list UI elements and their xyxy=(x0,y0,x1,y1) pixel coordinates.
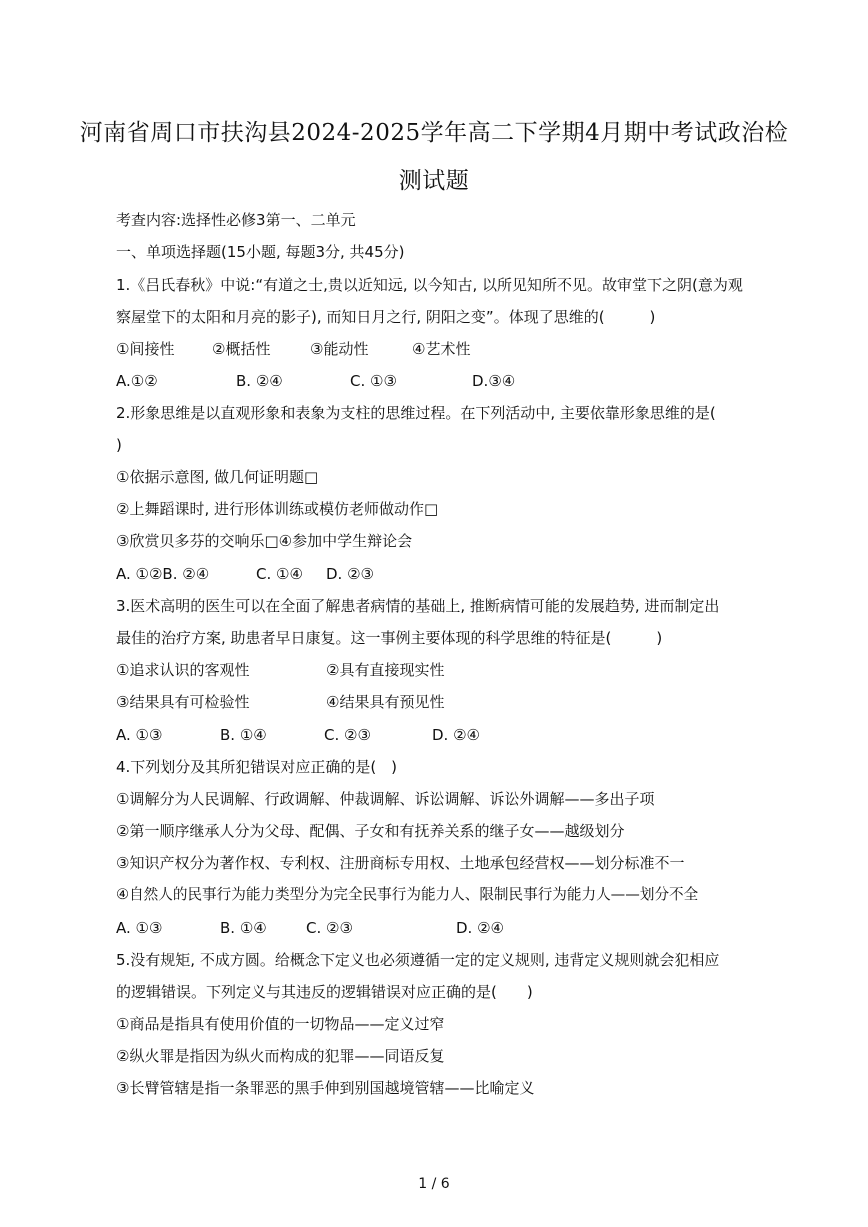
q1-items xyxy=(116,339,470,359)
q3-option-c: C. ②③ xyxy=(324,726,371,744)
q1-stem-line1: 1.《吕氏春秋》中说:“有道之士,贵以近知远, 以今知古, 以所见知所不见。故审堂下之阴(意为观 xyxy=(116,276,743,294)
q4-option-b: B. ①④ xyxy=(220,919,267,937)
section-heading: 一、单项选择题(15小题, 每题3分, 共45分) xyxy=(116,243,405,261)
q2-item-2: ②上舞蹈课时, 进行形体训练或模仿老师做动作 xyxy=(116,500,424,518)
q1-answers xyxy=(116,371,515,391)
q3-stem-line2: 最佳的治疗方案, 助患者早日康复。这一事例主要体现的科学思维的特征是( ) xyxy=(116,629,663,647)
q2-item-3: ③欣赏贝多芬的交响乐 xyxy=(116,532,265,550)
q4-stem: 4.下列划分及其所犯错误对应正确的是( ) xyxy=(116,758,398,776)
document-title-line1: 河南省周口市扶沟县2024-2025学年高二下学期4月期中考试政治检 xyxy=(79,120,789,146)
q2-item-1-line xyxy=(116,467,318,487)
q2-option-d: D. ②③ xyxy=(326,565,374,583)
q1-option-c: C. ①③ xyxy=(350,372,397,390)
q4-option-a: A. ①③ xyxy=(116,919,163,937)
q5-item-2: ②纵火罪是指因为纵火而构成的犯罪——同语反复 xyxy=(116,1047,445,1065)
q4-answers xyxy=(116,918,504,938)
q3-item-3: ③结果具有可检验性 xyxy=(116,693,250,711)
q1-item-4: ④艺术性 xyxy=(412,340,471,358)
q4-option-c: C. ②③ xyxy=(306,919,353,937)
q3-answers xyxy=(116,725,480,745)
q2-stem-line1: 2.形象思维是以直观形象和表象为支柱的思维过程。在下列活动中, 主要依靠形象思维的是( xyxy=(116,404,716,422)
q1-item-2: ②概括性 xyxy=(212,340,271,358)
exam-scope: 考查内容:选择性必修3第一、二单元 xyxy=(116,211,356,229)
page-number: 1 / 6 xyxy=(418,1176,450,1192)
q2-item-3-4-line xyxy=(116,531,412,551)
q2-option-c: C. ①④ xyxy=(256,565,303,583)
q1-option-b: B. ②④ xyxy=(236,372,283,390)
q1-item-3: ③能动性 xyxy=(310,340,369,358)
q3-stem-line1: 3.医术高明的医生可以在全面了解患者病情的基础上, 推断病情可能的发展趋势, 进而制定出 xyxy=(116,597,720,615)
q2-stem-line2: ) xyxy=(116,436,122,454)
q4-item-1: ①调解分为人民调解、行政调解、仲裁调解、诉讼调解、诉讼外调解——多出子项 xyxy=(116,790,655,808)
q5-item-3: ③长臂管辖是指一条罪恶的黑手伸到别国越境管辖——比喻定义 xyxy=(116,1079,535,1097)
missing-glyph-box: □ xyxy=(304,468,319,486)
q2-answers xyxy=(116,564,374,584)
q5-stem-line1: 5.没有规矩, 不成方圆。给概念下定义也必须遵循一定的定义规则, 违背定义规则就会犯相应 xyxy=(116,951,720,969)
q3-item-1: ①追求认识的客观性 xyxy=(116,661,250,679)
q4-option-d: D. ②④ xyxy=(456,919,504,937)
q3-option-a: A. ①③ xyxy=(116,726,163,744)
q1-item-1: ①间接性 xyxy=(116,340,175,358)
q3-item-2: ②具有直接现实性 xyxy=(326,661,445,679)
q2-option-ab: A. ①②B. ②④ xyxy=(116,565,210,583)
q2-item-2-line xyxy=(116,499,438,519)
q4-item-3: ③知识产权分为著作权、专利权、注册商标专用权、土地承包经营权——划分标准不一 xyxy=(116,854,685,872)
q5-item-1: ①商品是指具有使用价值的一切物品——定义过窄 xyxy=(116,1015,445,1033)
q1-stem-line2: 察屋堂下的太阳和月亮的影子), 而知日月之行, 阴阳之变”。体现了思维的( ) xyxy=(116,308,656,326)
q2-item-1: ①依据示意图, 做几何证明题 xyxy=(116,468,304,486)
q4-item-2: ②第一顺序继承人分为父母、配偶、子女和有抚养关系的继子女——越级划分 xyxy=(116,822,625,840)
q3-items-row2 xyxy=(116,692,444,712)
q2-item-4: ④参加中学生辩论会 xyxy=(278,532,413,550)
q3-item-4: ④结果具有预见性 xyxy=(326,693,445,711)
q1-option-d: D.③④ xyxy=(472,372,516,390)
q1-option-a: A.①② xyxy=(116,372,158,390)
q4-item-4: ④自然人的民事行为能力类型分为完全民事行为能力人、限制民事行为能力人——划分不全 xyxy=(116,886,699,903)
missing-glyph-box: □ xyxy=(424,500,439,518)
missing-glyph-box: □ xyxy=(264,532,279,550)
q5-stem-line2: 的逻辑错误。下列定义与其违反的逻辑错误对应正确的是( ) xyxy=(116,983,533,1001)
document-title-line2: 测试题 xyxy=(398,168,470,194)
q3-items-row1 xyxy=(116,660,444,680)
q3-option-b: B. ①④ xyxy=(220,726,267,744)
q3-option-d: D. ②④ xyxy=(432,726,480,744)
